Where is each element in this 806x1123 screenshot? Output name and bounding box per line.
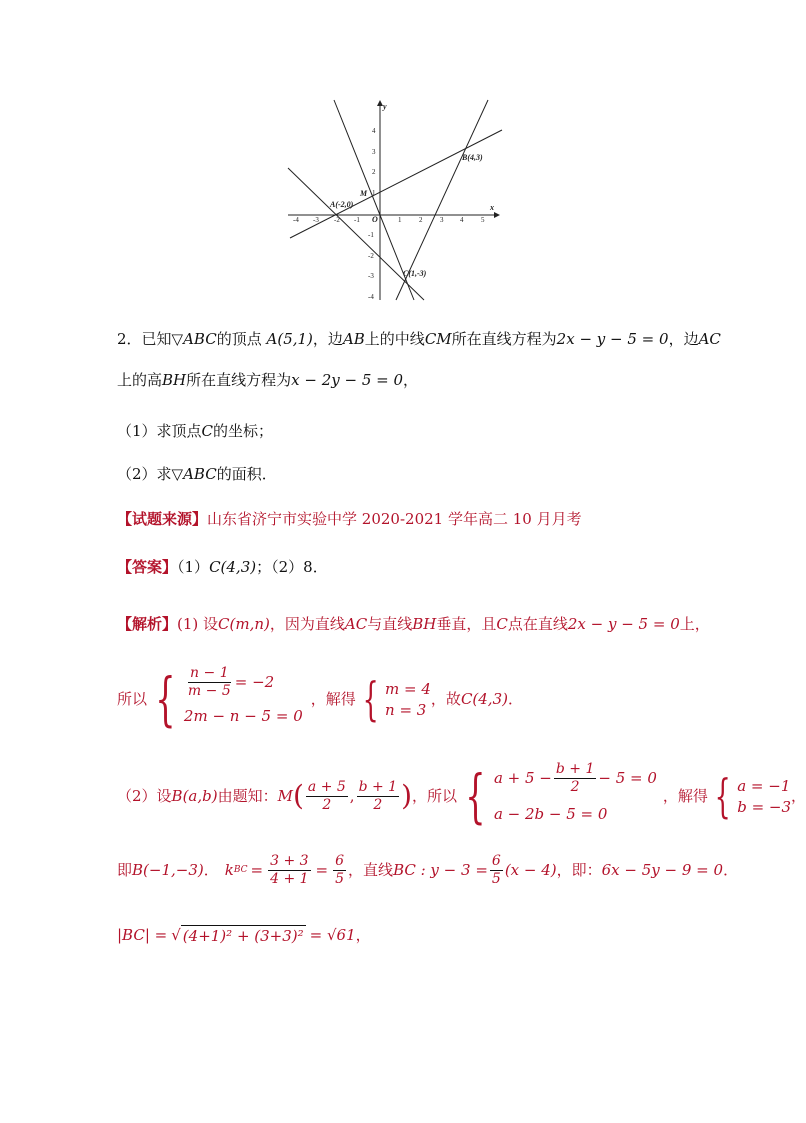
x-arrow	[494, 212, 500, 218]
answer-line: 【答案】（1）C(4,3)；（2）8．	[117, 558, 328, 576]
problem-line-1: 2．已知▽ABC的顶点 A(5,1)，边AB上的中线CM所在直线方程为2x − y − 5 = 0，边AC	[117, 330, 721, 348]
tick-y: 1	[372, 189, 376, 197]
label-M: M	[360, 189, 368, 198]
solution-system-1: { m = 4 n = 3	[362, 672, 431, 726]
tick-x: -1	[354, 216, 360, 224]
origin-label: O	[372, 215, 378, 224]
equation-system-2: { a + 5 − $\frac{b + 1}{2}$ − 5 = 0 a − 2b − 5 = 0	[465, 760, 657, 830]
tick-x: 2	[419, 216, 423, 224]
source-line: 【试题来源】山东省济宁市实验中学 2020-2021 学年高二 10 月月考	[117, 510, 582, 528]
label-A: A(-2,0)	[330, 200, 354, 209]
label-B: B(4,3)	[462, 153, 483, 162]
line-shallow	[288, 168, 424, 300]
tick-y: -2	[368, 252, 374, 260]
question-2: （2）求▽ABC的面积．	[117, 465, 277, 483]
question-1: （1）求顶点C的坐标；	[117, 422, 274, 440]
tick-y: 4	[372, 127, 376, 135]
line-AB	[290, 130, 502, 238]
coordinate-figure	[284, 100, 506, 302]
problem-line-2: 上的高BH所在直线方程为x − 2y − 5 = 0，	[117, 371, 419, 389]
axis-label-x: x	[490, 203, 494, 212]
analysis-line-4: 即 B(−1,−3) ． k BC = $\frac{3 + 3}{4 + 1}$ = $\frac{6}{5}$ ，直线 BC : y − 3 = $\frac{6}{5}$ (x − 4) ，即： 6x − 5y − 9 = 0 ．	[117, 852, 739, 887]
axis-label-y: y	[383, 102, 387, 111]
tick-x: -4	[293, 216, 299, 224]
tick-x: 4	[460, 216, 464, 224]
tick-x: 5	[481, 216, 485, 224]
analysis-line-5: |BC| = √ (4+1)² + (3+3)² = √61 ，	[117, 926, 371, 945]
analysis-line-3: （2）设 B(a,b) 由题知： M ( $\frac{a + 5}{2}$ , $\frac{b + 1}{2}$ ) ，所以 { a + 5 − $\frac{b + 1}{2}$ − 5 = 0 a − 2b − 5 = 0 ，解得 { a = −1 b = −3 ，	[117, 760, 806, 830]
tick-x: 1	[398, 216, 402, 224]
tick-y: 2	[372, 168, 376, 176]
solution-system-2: { a = −1 b = −3	[714, 769, 792, 823]
label-C: C(1,-3)	[403, 269, 427, 278]
analysis-line-1: 【解析】(1) 设C(m,n)，因为直线AC与直线BH垂直，且C点在直线2x − y − 5 = 0上，	[117, 615, 710, 633]
tick-y: 3	[372, 148, 376, 156]
tick-x: 3	[440, 216, 444, 224]
analysis-tag: 【解析】	[117, 615, 178, 633]
sqrt-radicand: (4+1)² + (3+3)²	[182, 926, 304, 945]
tick-y: -3	[368, 272, 374, 280]
equation-system-1: { $\frac{n - 1}{m - 5}$ = −2 2m − n − 5 = 0	[155, 664, 303, 733]
tick-y: -4	[368, 293, 374, 301]
tick-y: -1	[368, 231, 374, 239]
source-tag: 【试题来源】	[117, 510, 208, 528]
tick-x: -3	[313, 216, 319, 224]
analysis-line-2: 所以 { $\frac{n - 1}{m - 5}$ = −2 2m − n − 5 = 0 ，解得 { m = 4 n = 3 ，故 C(4,3) ．	[117, 664, 523, 733]
answer-tag: 【答案】	[117, 558, 178, 576]
tick-x: -2	[334, 216, 340, 224]
